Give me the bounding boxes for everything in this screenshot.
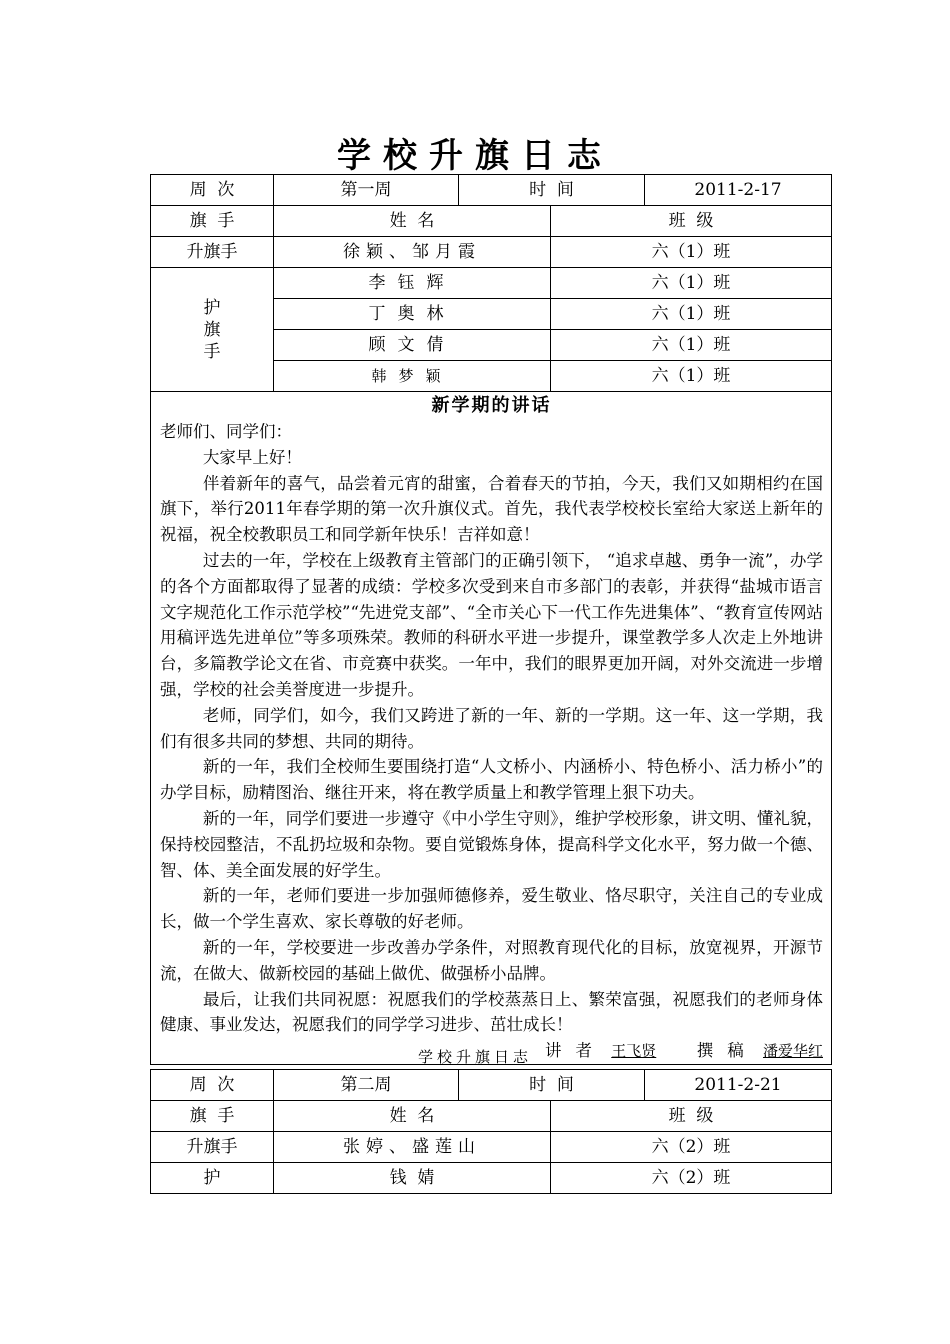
speaker-name: 王飞贤	[611, 1042, 657, 1061]
raiser-label: 升旗手	[151, 237, 274, 268]
speaker-label: 讲者	[544, 1041, 606, 1061]
speech-row	[151, 392, 832, 1065]
subtitle: 学校升旗日志	[417, 1048, 532, 1066]
guard-label: 护	[151, 1163, 274, 1194]
flag-label: 旗 手	[151, 206, 274, 237]
guard-label	[151, 268, 274, 392]
speech-greeting: 老师们、同学们：	[160, 422, 292, 441]
guard-class: 六（1）班	[551, 268, 832, 299]
header-row	[151, 206, 832, 237]
time-value: 2011-2-21	[645, 1070, 832, 1101]
class-header: 班 级	[551, 206, 832, 237]
writer-label: 撰稿	[696, 1041, 758, 1061]
guard-label-char: 手	[203, 341, 221, 362]
guard-row	[151, 1163, 832, 1194]
guard-name: 顾文倩	[274, 330, 551, 361]
raiser-row	[151, 237, 832, 268]
week-row	[151, 1070, 832, 1101]
guard-label-char: 旗	[203, 319, 221, 340]
flag-log-table-week2	[150, 1069, 832, 1194]
speech-paragraph: 新的一年，老师们要进一步加强师德修养，爱生敬业、恪尽职守，关注自己的专业成长，做一个学生喜欢、家长尊敬的好老师。	[160, 886, 823, 932]
guard-name: 韩梦颖	[274, 361, 551, 392]
speech-paragraph: 伴着新年的喜气，品尝着元宵的甜蜜，合着春天的节拍，今天，我们又如期相约在国旗下，举行2011年春学期的第一次升旗仪式。首先，我代表学校校长室给大家送上新年的祝福，祝全校教职员工和同学新年快乐！吉祥如意！	[160, 473, 823, 545]
raiser-class: 六（1）班	[551, 237, 832, 268]
speech-paragraph: 新的一年，我们全校师生要围绕打造“人文桥小、内涵桥小、特色桥小、活力桥小”的办学目标，励精图治、继往开来，将在教学质量上和教学管理上狠下功夫。	[160, 757, 823, 803]
raiser-names: 张婷、盛莲山	[274, 1132, 551, 1163]
guard-class: 六（1）班	[551, 330, 832, 361]
speech-paragraph: 新的一年，同学们要进一步遵守《中小学生守则》，维护学校形象，讲文明、懂礼貌，保持校园整洁，不乱扔垃圾和杂物。要自觉锻炼身体，提高科学文化水平，努力做一个德、智、体、美全面发展的好学生。	[160, 808, 823, 880]
guard-name: 丁奥林	[274, 299, 551, 330]
writer-name: 潘爱华红	[762, 1042, 823, 1061]
class-header: 班 级	[551, 1101, 832, 1132]
page-title: 学校升旗日志	[337, 136, 613, 176]
speech-paragraph: 老师，同学们，如今，我们又跨进了新的一年、新的一学期。这一年、这一学期，我们有很多共同的梦想、共同的期待。	[160, 705, 823, 751]
speech-paragraph: 最后，让我们共同祝愿：祝愿我们的学校蒸蒸日上、繁荣富强，祝愿我们的老师身体健康、事业发达，祝愿我们的同学学习进步、茁壮成长！	[160, 989, 823, 1035]
time-label: 时 间	[459, 1070, 645, 1101]
guard-class: 六（1）班	[551, 299, 832, 330]
guard-row	[151, 268, 832, 299]
guard-name: 钱 婧	[274, 1163, 551, 1194]
speech-paragraph: 过去的一年，学校在上级教育主管部门的正确引领下， “追求卓越、勇争一流”，办学的各个方面都取得了显著的成绩：学校多次受到来自市多部门的表彰，并获得“盐城市语言文字规范化工作示范学校”“先进党支部”、“全市关心下一代工作先进集体”、“教育宣传网站用稿评选先进单位”等多项殊荣。教师的科研水平进一步提升，课堂教学多人次走上外地讲台，多篇教学论文在省、市竞赛中获奖。一年中，我们的眼界更加开阔，对外交流进一步增强，学校的社会美誉度进一步提升。	[160, 550, 823, 699]
week-value: 第一周	[274, 175, 459, 206]
raiser-row	[151, 1132, 832, 1163]
name-header: 姓 名	[274, 1101, 551, 1132]
week-label: 周 次	[151, 1070, 274, 1101]
raiser-names: 徐颖、邹月霞	[274, 237, 551, 268]
flag-log-table-week1	[150, 174, 832, 1065]
raiser-class: 六（2）班	[551, 1132, 832, 1163]
raiser-label: 升旗手	[151, 1132, 274, 1163]
time-value: 2011-2-17	[645, 175, 832, 206]
week-row	[151, 175, 832, 206]
guard-name: 李钰辉	[274, 268, 551, 299]
speech-paragraph: 新的一年，学校要进一步改善办学条件，对照教育现代化的目标，放宽视界，开源节流，在做大、做新校园的基础上做优、做强桥小品牌。	[160, 937, 823, 983]
speech-title: 新学期的讲话	[431, 395, 552, 416]
guard-class: 六（2）班	[551, 1163, 832, 1194]
header-row	[151, 1101, 832, 1132]
time-label: 时 间	[459, 175, 645, 206]
guard-label-char: 护	[203, 297, 221, 318]
name-header: 姓 名	[274, 206, 551, 237]
speech-paragraph: 大家早上好！	[202, 447, 302, 467]
guard-class: 六（1）班	[551, 361, 832, 392]
week-label: 周 次	[151, 175, 274, 206]
speech-content	[151, 392, 832, 1065]
week-value: 第二周	[274, 1070, 459, 1101]
flag-label: 旗 手	[151, 1101, 274, 1132]
